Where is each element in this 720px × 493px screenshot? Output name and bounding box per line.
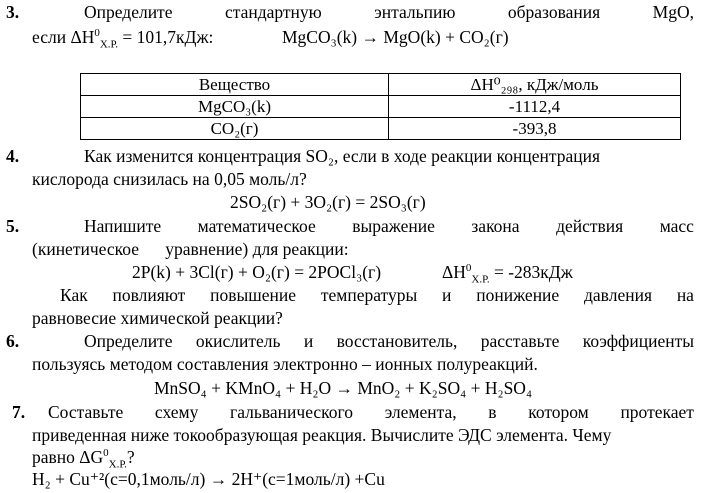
table-cell: -1112,4 (389, 96, 681, 118)
table-row (81, 118, 681, 140)
word: образования (507, 2, 601, 22)
word: гальванического (230, 402, 354, 422)
question-5-line-1 (84, 216, 694, 236)
question-3-line-1 (84, 2, 694, 22)
question-4-line-1: Как изменится концентрация SO₂, если в ходе реакции концентрация (84, 146, 601, 166)
question-7-line-3: равно $\Delta G^0_{Х.Р.}$? (32, 447, 135, 471)
question-7-line-2: приведенная ниже токообразующая реакция. Вычислите ЭДС элемента. Чему (32, 425, 612, 445)
word: Напишите (84, 216, 162, 236)
question-5-number: 5. (6, 216, 20, 236)
word: восстановитель, (336, 331, 458, 351)
word: элемента, (384, 402, 457, 422)
word: масс (659, 216, 694, 236)
question-3-line-2: если $\Delta H^0_{Х.Р.} = 101,7кДж$: (32, 27, 214, 51)
question-5-reaction: 2P(k) + 3Cl(г) + O₂(г) = 2POCl₃(г) (132, 262, 382, 282)
word: математическое (197, 216, 316, 236)
question-4-number: 4. (6, 146, 20, 166)
word: действия (556, 216, 624, 236)
word: закона (471, 216, 520, 236)
word: в (488, 402, 497, 422)
word: на (676, 285, 694, 305)
word: энтальпию (374, 2, 456, 22)
question-5-line-4: равновесие химической реакции? (32, 308, 283, 328)
word: температуры (320, 285, 418, 305)
table-header-cell: Вещество (81, 74, 389, 96)
table-cell: -393,8 (389, 118, 681, 140)
word: MgO, (652, 2, 694, 22)
word: Определите (84, 331, 173, 351)
question-3-number: 3. (6, 2, 20, 22)
enthalpy-value: = 101,7кДж: (118, 27, 214, 47)
word: и (303, 331, 314, 351)
word: расставьте (480, 331, 560, 351)
word: Как (60, 285, 88, 305)
word: окислитель (195, 331, 281, 351)
word: коэффициенты (582, 331, 694, 351)
table-cell: CO₂(г) (81, 118, 389, 140)
question-7-line-1 (48, 402, 694, 422)
enthalpy-symbol: если ΔH (32, 27, 95, 47)
word: протекает (620, 402, 694, 422)
question-4-line-2: кислорода снизилась на 0,05 моль/л? (32, 169, 307, 189)
question-6-line-1 (84, 331, 694, 351)
word: давления (584, 285, 652, 305)
question-3-reaction: MgCO₃(k) → MgO(k) + CO₂(г) (282, 27, 509, 47)
question-5-line-3 (60, 285, 694, 305)
word: Определите (84, 2, 173, 22)
question-6-reaction: MnSO₄ + KMnO₄ + H₂O → MnO₂ + K₂SO₄ + H₂SO₄ (154, 378, 533, 398)
question-4-reaction: 2SO₂(г) + 3O₂(г) = 2SO₃(г) (230, 192, 426, 212)
table-header-row (81, 74, 681, 96)
word: схему (154, 402, 199, 422)
question-7-reaction: H₂ + Cu⁺²(c=0,1моль/л) → 2H⁺(c=1моль/л) +Cu (32, 469, 385, 489)
table-row (81, 96, 681, 118)
word: стандартную (224, 2, 322, 22)
word: понижение (476, 285, 560, 305)
table-cell: MgCO₃(k) (81, 96, 389, 118)
question-6-number: 6. (6, 331, 20, 351)
table-header-cell: ΔH⁰₂₉₈, кДж/моль (389, 74, 681, 96)
question-7-number: 7. (12, 402, 26, 422)
word: повлияют (112, 285, 186, 305)
question-6-line-2: пользуясь методом составления электронно – ионных полуреакций. (32, 354, 538, 374)
word: выражение (352, 216, 435, 236)
word: Составьте (48, 402, 124, 422)
question-5-enthalpy: $\Delta H^0_{Х.Р.} = -283кДж$ (442, 262, 573, 286)
enthalpy-table (80, 73, 681, 140)
word: повышение (210, 285, 297, 305)
question-5-line-2: (кинетическое уравнение) для реакции: (32, 239, 349, 259)
word: и (442, 285, 452, 305)
word: котором (528, 402, 589, 422)
